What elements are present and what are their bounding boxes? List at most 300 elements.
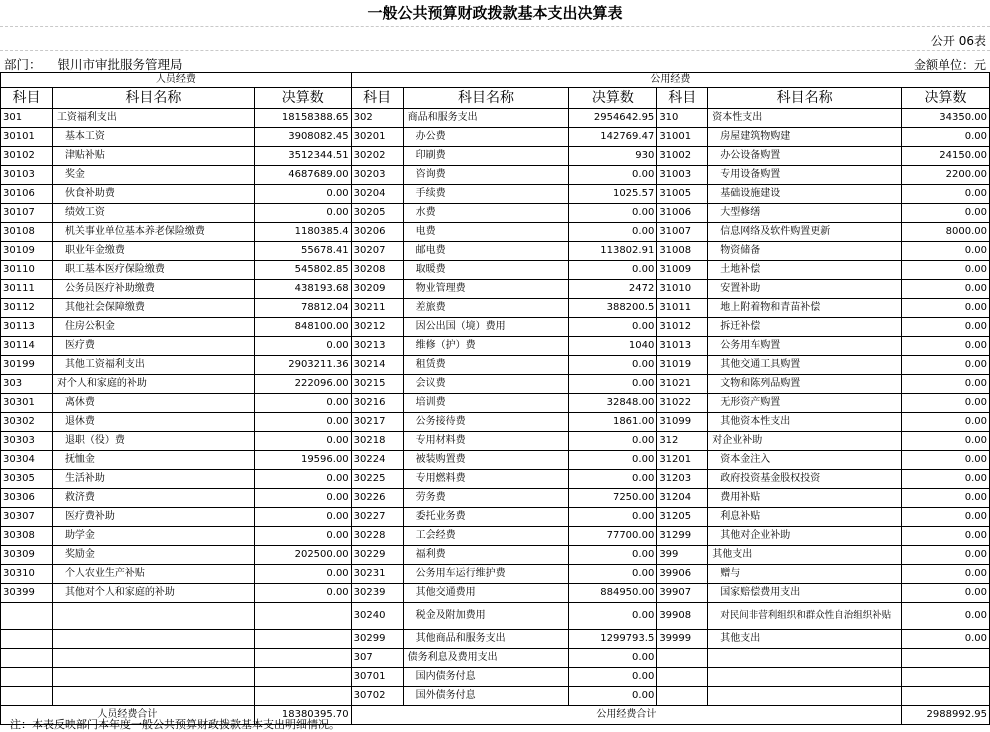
cell-name: 其他交通费用 <box>403 584 569 603</box>
cell-code: 31013 <box>657 337 708 356</box>
cell-name: 利息补贴 <box>708 508 902 527</box>
cell-code: 31299 <box>657 527 708 546</box>
col-header: 科目 <box>351 88 403 109</box>
table-row <box>1 649 990 668</box>
cell-code: 30112 <box>1 299 53 318</box>
cell-value: 0.00 <box>569 603 657 630</box>
cell-value: 3908082.45 <box>254 128 351 147</box>
cell-value: 18158388.65 <box>254 109 351 128</box>
cell-value: 0.00 <box>902 337 990 356</box>
cell-code: 30110 <box>1 261 53 280</box>
cell-value: 0.00 <box>569 356 657 375</box>
table-row <box>1 630 990 649</box>
cell-value: 0.00 <box>902 128 990 147</box>
cell-name: 国外债务付息 <box>403 687 569 706</box>
table-row <box>1 565 990 584</box>
cell-name: 大型修缮 <box>708 204 902 223</box>
group-public: 公用经费 <box>351 73 989 88</box>
cell-code: 30202 <box>351 147 403 166</box>
cell-value: 0.00 <box>902 185 990 204</box>
col-header: 科目 <box>1 88 53 109</box>
group-personnel: 人员经费 <box>1 73 352 88</box>
cell-value: 0.00 <box>254 337 351 356</box>
cell-value: 0.00 <box>902 204 990 223</box>
cell-name: 其他社会保障缴费 <box>52 299 254 318</box>
cell-name: 专用设备购置 <box>708 166 902 185</box>
table-row <box>1 375 990 394</box>
cell-name: 对民间非营利组织和群众性自治组织补贴 <box>708 603 902 630</box>
amount-unit: 金额单位：元 <box>913 58 986 72</box>
cell-code: 30308 <box>1 527 53 546</box>
table-row <box>1 280 990 299</box>
cell-value: 142769.47 <box>569 128 657 147</box>
table-row <box>1 261 990 280</box>
cell-value: 0.00 <box>902 261 990 280</box>
cell-value: 2472 <box>569 280 657 299</box>
cell-code: 30111 <box>1 280 53 299</box>
cell-value: 0.00 <box>254 432 351 451</box>
cell-code: 31012 <box>657 318 708 337</box>
cell-value: 19596.00 <box>254 451 351 470</box>
col-header: 科目 <box>657 88 708 109</box>
cell-value: 0.00 <box>254 204 351 223</box>
cell-code: 307 <box>351 649 403 668</box>
cell-code: 30227 <box>351 508 403 527</box>
department-label: 部门： <box>4 57 42 72</box>
cell-value: 0.00 <box>902 280 990 299</box>
cell-code: 301 <box>1 109 53 128</box>
cell-code: 31021 <box>657 375 708 394</box>
cell-code: 30306 <box>1 489 53 508</box>
expenditure-table <box>0 72 990 725</box>
cell-value: 2903211.36 <box>254 356 351 375</box>
cell-name <box>708 649 902 668</box>
cell-value: 0.00 <box>902 508 990 527</box>
cell-code: 30702 <box>351 687 403 706</box>
cell-value: 4687689.00 <box>254 166 351 185</box>
col-header: 科目名称 <box>52 88 254 109</box>
cell-value: 0.00 <box>254 527 351 546</box>
cell-name: 赠与 <box>708 565 902 584</box>
col-header: 科目名称 <box>403 88 569 109</box>
table-row <box>1 337 990 356</box>
cell-value: 0.00 <box>254 508 351 527</box>
cell-value: 1861.00 <box>569 413 657 432</box>
cell-name: 安置补助 <box>708 280 902 299</box>
cell-value: 32848.00 <box>569 394 657 413</box>
cell-value: 0.00 <box>569 223 657 242</box>
cell-code: 31204 <box>657 489 708 508</box>
cell-name: 其他资本性支出 <box>708 413 902 432</box>
cell-name: 救济费 <box>52 489 254 508</box>
cell-name: 国内债务付息 <box>403 668 569 687</box>
cell-code: 30217 <box>351 413 403 432</box>
cell-value: 438193.68 <box>254 280 351 299</box>
cell-code <box>1 603 53 630</box>
cell-code: 31205 <box>657 508 708 527</box>
cell-value: 0.00 <box>902 603 990 630</box>
cell-name: 福利费 <box>403 546 569 565</box>
cell-name: 国家赔偿费用支出 <box>708 584 902 603</box>
cell-code: 30215 <box>351 375 403 394</box>
cell-value: 0.00 <box>569 546 657 565</box>
cell-value: 930 <box>569 147 657 166</box>
table-row <box>1 508 990 527</box>
table-row <box>1 147 990 166</box>
cell-code: 302 <box>351 109 403 128</box>
cell-value: 0.00 <box>902 630 990 649</box>
cell-name <box>52 687 254 706</box>
cell-value: 0.00 <box>902 413 990 432</box>
col-header: 决算数 <box>569 88 657 109</box>
cell-name: 会议费 <box>403 375 569 394</box>
cell-value: 0.00 <box>569 565 657 584</box>
cell-name: 其他交通工具购置 <box>708 356 902 375</box>
cell-value: 1040 <box>569 337 657 356</box>
table-row <box>1 128 990 147</box>
cell-value <box>902 649 990 668</box>
table-row <box>1 356 990 375</box>
table-row <box>1 527 990 546</box>
table-code: 公开 06表 <box>930 34 986 48</box>
cell-name: 专用材料费 <box>403 432 569 451</box>
cell-code: 30226 <box>351 489 403 508</box>
table-row <box>1 546 990 565</box>
cell-value: 0.00 <box>569 508 657 527</box>
cell-name: 手续费 <box>403 185 569 204</box>
cell-name: 维修（护）费 <box>403 337 569 356</box>
cell-value: 0.00 <box>254 413 351 432</box>
cell-name: 职工基本医疗保险缴费 <box>52 261 254 280</box>
cell-name: 其他对个人和家庭的补助 <box>52 584 254 603</box>
cell-name: 工资福利支出 <box>52 109 254 128</box>
cell-code: 31006 <box>657 204 708 223</box>
cell-value: 0.00 <box>254 584 351 603</box>
cell-value <box>254 649 351 668</box>
cell-code: 31201 <box>657 451 708 470</box>
cell-name: 其他商品和服务支出 <box>403 630 569 649</box>
table-row <box>1 687 990 706</box>
footnote: 注：本表反映部门本年度一般公共预算财政拨款基本支出明细情况。 <box>10 718 340 731</box>
cell-value: 0.00 <box>569 687 657 706</box>
cell-value: 2954642.95 <box>569 109 657 128</box>
cell-name: 其他支出 <box>708 546 902 565</box>
cell-value: 0.00 <box>902 375 990 394</box>
cell-code: 31007 <box>657 223 708 242</box>
cell-code: 30113 <box>1 318 53 337</box>
cell-name <box>708 668 902 687</box>
cell-name: 委托业务费 <box>403 508 569 527</box>
cell-value: 0.00 <box>569 375 657 394</box>
cell-code: 303 <box>1 375 53 394</box>
report-title: 一般公共预算财政拨款基本支出决算表 <box>367 4 623 22</box>
cell-name: 奖励金 <box>52 546 254 565</box>
cell-name: 退职（役）费 <box>52 432 254 451</box>
cell-name: 对企业补助 <box>708 432 902 451</box>
table-row <box>1 489 990 508</box>
cell-name: 土地补偿 <box>708 261 902 280</box>
cell-code: 39908 <box>657 603 708 630</box>
cell-value: 848100.00 <box>254 318 351 337</box>
table-row <box>1 603 990 630</box>
cell-code: 30107 <box>1 204 53 223</box>
cell-name: 公务用车运行维护费 <box>403 565 569 584</box>
cell-value: 0.00 <box>902 489 990 508</box>
cell-code: 30108 <box>1 223 53 242</box>
table-body <box>1 109 990 706</box>
col-header: 科目名称 <box>708 88 902 109</box>
total-public-value: 2988992.95 <box>902 706 990 725</box>
cell-code: 312 <box>657 432 708 451</box>
cell-code: 30206 <box>351 223 403 242</box>
cell-code: 30208 <box>351 261 403 280</box>
cell-code <box>657 649 708 668</box>
cell-value: 0.00 <box>902 451 990 470</box>
cell-code: 30399 <box>1 584 53 603</box>
cell-name: 因公出国（境）费用 <box>403 318 569 337</box>
cell-value <box>254 603 351 630</box>
cell-code: 30225 <box>351 470 403 489</box>
cell-name: 物业管理费 <box>403 280 569 299</box>
cell-value: 1180385.4 <box>254 223 351 242</box>
cell-value: 55678.41 <box>254 242 351 261</box>
cell-value: 0.00 <box>902 527 990 546</box>
cell-code: 39906 <box>657 565 708 584</box>
cell-name: 公务接待费 <box>403 413 569 432</box>
cell-name: 工会经费 <box>403 527 569 546</box>
table-row <box>1 318 990 337</box>
cell-name: 邮电费 <box>403 242 569 261</box>
cell-code: 39907 <box>657 584 708 603</box>
cell-value: 0.00 <box>569 261 657 280</box>
cell-name: 退休费 <box>52 413 254 432</box>
cell-value: 388200.5 <box>569 299 657 318</box>
cell-name <box>52 603 254 630</box>
cell-code: 30701 <box>351 668 403 687</box>
cell-value: 0.00 <box>254 185 351 204</box>
cell-code: 30224 <box>351 451 403 470</box>
cell-name: 奖金 <box>52 166 254 185</box>
cell-name: 咨询费 <box>403 166 569 185</box>
cell-code: 30101 <box>1 128 53 147</box>
table-row <box>1 223 990 242</box>
cell-name: 文物和陈列品购置 <box>708 375 902 394</box>
cell-code: 30307 <box>1 508 53 527</box>
cell-name: 办公费 <box>403 128 569 147</box>
grid-line <box>0 26 990 27</box>
cell-code: 30203 <box>351 166 403 185</box>
cell-code <box>657 687 708 706</box>
cell-value: 2200.00 <box>902 166 990 185</box>
cell-value: 0.00 <box>254 470 351 489</box>
cell-code <box>1 668 53 687</box>
cell-value: 0.00 <box>569 432 657 451</box>
table-row <box>1 394 990 413</box>
cell-code: 31022 <box>657 394 708 413</box>
cell-value: 24150.00 <box>902 147 990 166</box>
cell-code: 30303 <box>1 432 53 451</box>
cell-code: 30211 <box>351 299 403 318</box>
cell-value: 0.00 <box>902 356 990 375</box>
cell-value <box>902 687 990 706</box>
cell-code: 30239 <box>351 584 403 603</box>
cell-value: 0.00 <box>902 394 990 413</box>
cell-code: 31002 <box>657 147 708 166</box>
cell-name: 房屋建筑物购建 <box>708 128 902 147</box>
cell-name: 助学金 <box>52 527 254 546</box>
cell-code: 31009 <box>657 261 708 280</box>
table-row <box>1 470 990 489</box>
cell-value: 1025.57 <box>569 185 657 204</box>
cell-name: 个人农业生产补贴 <box>52 565 254 584</box>
cell-code: 30310 <box>1 565 53 584</box>
cell-name: 无形资产购置 <box>708 394 902 413</box>
table-row <box>1 432 990 451</box>
cell-name: 培训费 <box>403 394 569 413</box>
cell-code: 30204 <box>351 185 403 204</box>
cell-value: 113802.91 <box>569 242 657 261</box>
cell-code: 30229 <box>351 546 403 565</box>
cell-name <box>52 668 254 687</box>
cell-code: 30214 <box>351 356 403 375</box>
cell-value <box>254 668 351 687</box>
cell-name: 租赁费 <box>403 356 569 375</box>
cell-value: 0.00 <box>902 299 990 318</box>
cell-value: 0.00 <box>569 451 657 470</box>
cell-name: 基本工资 <box>52 128 254 147</box>
cell-name: 其他工资福利支出 <box>52 356 254 375</box>
department-line <box>4 55 183 73</box>
cell-value: 0.00 <box>569 166 657 185</box>
cell-value: 7250.00 <box>569 489 657 508</box>
cell-code: 30205 <box>351 204 403 223</box>
cell-value: 0.00 <box>902 470 990 489</box>
cell-code: 30305 <box>1 470 53 489</box>
cell-code <box>1 649 53 668</box>
cell-name: 公务用车购置 <box>708 337 902 356</box>
cell-value: 0.00 <box>254 565 351 584</box>
cell-code: 30216 <box>351 394 403 413</box>
cell-code <box>1 687 53 706</box>
table-row <box>1 242 990 261</box>
cell-code <box>1 630 53 649</box>
table-row <box>1 166 990 185</box>
cell-name: 资本金注入 <box>708 451 902 470</box>
cell-value: 0.00 <box>569 649 657 668</box>
cell-code: 30209 <box>351 280 403 299</box>
cell-name: 印刷费 <box>403 147 569 166</box>
cell-code: 30240 <box>351 603 403 630</box>
cell-name: 资本性支出 <box>708 109 902 128</box>
cell-name: 生活补助 <box>52 470 254 489</box>
cell-value: 77700.00 <box>569 527 657 546</box>
cell-name: 水费 <box>403 204 569 223</box>
cell-name: 电费 <box>403 223 569 242</box>
cell-code: 30309 <box>1 546 53 565</box>
cell-code: 31203 <box>657 470 708 489</box>
cell-value <box>902 668 990 687</box>
cell-name: 专用燃料费 <box>403 470 569 489</box>
table-row <box>1 584 990 603</box>
cell-name: 劳务费 <box>403 489 569 508</box>
cell-code: 31019 <box>657 356 708 375</box>
total-personnel-label: 人员经费合计 <box>1 706 255 725</box>
cell-name: 公务员医疗补助缴费 <box>52 280 254 299</box>
cell-value: 78812.04 <box>254 299 351 318</box>
cell-value: 3512344.51 <box>254 147 351 166</box>
cell-name: 信息网络及软件购置更新 <box>708 223 902 242</box>
cell-name: 物资储备 <box>708 242 902 261</box>
cell-code: 39999 <box>657 630 708 649</box>
cell-name: 伙食补助费 <box>52 185 254 204</box>
cell-code: 30302 <box>1 413 53 432</box>
cell-name: 差旅费 <box>403 299 569 318</box>
cell-name: 取暖费 <box>403 261 569 280</box>
cell-value: 0.00 <box>569 318 657 337</box>
cell-name: 政府投资基金股权投资 <box>708 470 902 489</box>
group-header-row <box>1 73 990 88</box>
cell-code: 30109 <box>1 242 53 261</box>
cell-value: 202500.00 <box>254 546 351 565</box>
cell-name: 住房公积金 <box>52 318 254 337</box>
cell-value: 1299793.5 <box>569 630 657 649</box>
cell-value: 545802.85 <box>254 261 351 280</box>
cell-name: 津贴补贴 <box>52 147 254 166</box>
cell-value: 884950.00 <box>569 584 657 603</box>
cell-value: 0.00 <box>569 668 657 687</box>
cell-value: 0.00 <box>902 318 990 337</box>
cell-value: 0.00 <box>902 432 990 451</box>
cell-code: 31010 <box>657 280 708 299</box>
cell-name: 拆迁补偿 <box>708 318 902 337</box>
cell-code: 30199 <box>1 356 53 375</box>
table-row <box>1 668 990 687</box>
cell-name: 绩效工资 <box>52 204 254 223</box>
cell-value: 0.00 <box>569 204 657 223</box>
cell-code: 30304 <box>1 451 53 470</box>
table-row <box>1 299 990 318</box>
total-public-label: 公用经费合计 <box>351 706 901 725</box>
cell-code: 31008 <box>657 242 708 261</box>
cell-name: 税金及附加费用 <box>403 603 569 630</box>
cell-code: 31011 <box>657 299 708 318</box>
cell-value: 222096.00 <box>254 375 351 394</box>
cell-value: 0.00 <box>254 394 351 413</box>
cell-code: 399 <box>657 546 708 565</box>
cell-value: 0.00 <box>254 489 351 508</box>
cell-code: 30213 <box>351 337 403 356</box>
cell-name: 地上附着物和青苗补偿 <box>708 299 902 318</box>
cell-code: 30114 <box>1 337 53 356</box>
cell-code: 30102 <box>1 147 53 166</box>
cell-name: 对个人和家庭的补助 <box>52 375 254 394</box>
department-name: 银川市审批服务管理局 <box>57 57 183 72</box>
cell-value: 0.00 <box>569 470 657 489</box>
cell-name <box>708 687 902 706</box>
cell-name: 被装购置费 <box>403 451 569 470</box>
cell-name: 债务利息及费用支出 <box>403 649 569 668</box>
cell-code: 30301 <box>1 394 53 413</box>
cell-value: 0.00 <box>902 546 990 565</box>
cell-name: 费用补贴 <box>708 489 902 508</box>
cell-code <box>657 668 708 687</box>
cell-value: 8000.00 <box>902 223 990 242</box>
cell-value <box>254 687 351 706</box>
cell-code: 31099 <box>657 413 708 432</box>
cell-value: 0.00 <box>902 565 990 584</box>
cell-name: 机关事业单位基本养老保险缴费 <box>52 223 254 242</box>
cell-code: 31005 <box>657 185 708 204</box>
